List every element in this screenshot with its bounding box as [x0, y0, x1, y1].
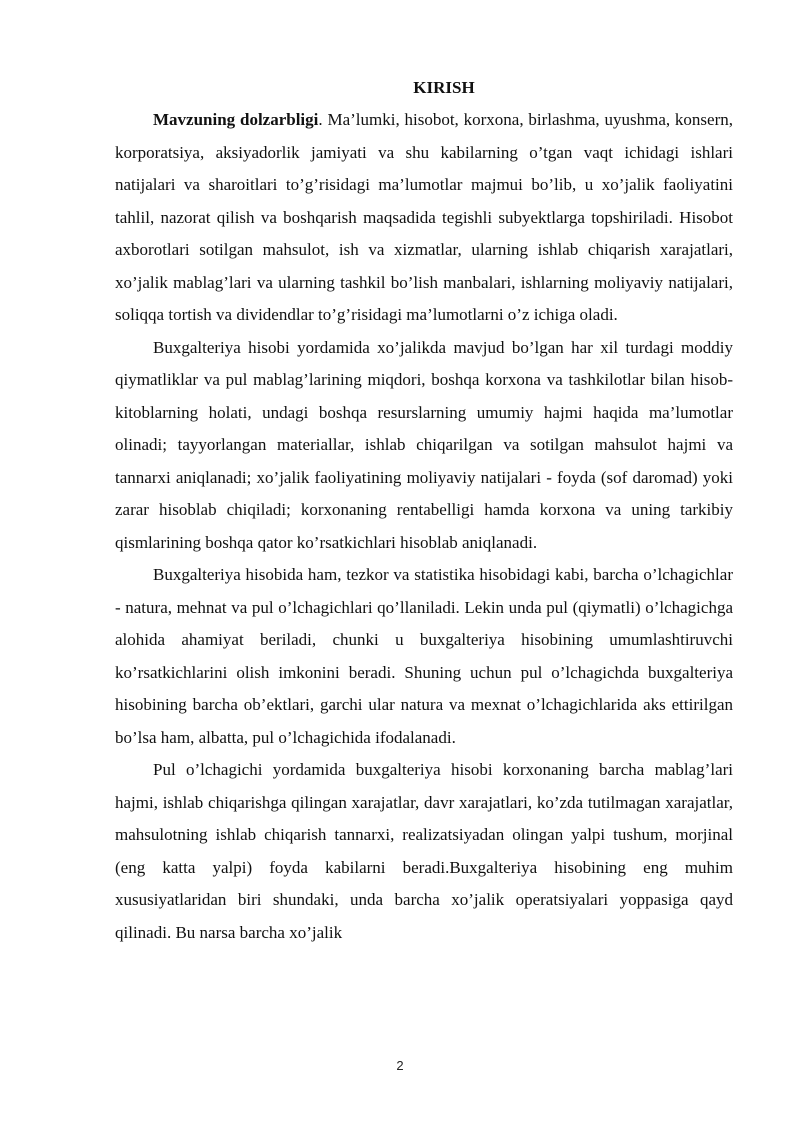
document-page [115, 72, 733, 949]
document-title: KIRISH [413, 78, 475, 97]
paragraph-money-measure: Pul o’lchagichi yordamida buxgalteriya hisobi korxonaning barcha mablag’lari hajmi, ishlab chiqarishga qilingan xarajatlar, davr xarajatlari, ko’zda tutilmagan xarajatlar, mahsulotning ishlab chiqarish tannarxi, realizatsiyadan olingan yalpi tushum, morjinal (eng katta yalpi) foyda kabilarni beradi.Buxgalteriya hisobining eng muhim xususiyatlaridan biri shundaki, unda barcha xo’jalik operatsiyalari yoppasiga qayd qilinadi. Bu narsa barcha xo’jalik [115, 760, 733, 942]
paragraph-measures: Buxgalteriya hisobida ham, tezkor va statistika hisobidagi kabi, barcha o’lchagichlar - natura, mehnat va pul o’lchagichlari qo’llaniladi. Lekin unda pul (qiymatli) o’lchagichga alohida ahamiyat beriladi, chunki u buxgalteriya hisobining umumlashtiruvchi ko’rsatkichlarini olish imkonini beradi. Shuning uchun pul o’lchagichda buxgalteriya hisobining barcha ob’ektlari, garchi ular natura va mexnat o’lchagichlarida aks ettirilgan bo’lsa ham, albatta, pul o’lchagichida ifodalanadi. [115, 565, 733, 747]
paragraph-relevance [115, 104, 733, 332]
paragraph-text: . Ma’lumki, hisobot, korxona, birlashma, uyushma, konsern, korporatsiya, aksiyadorlik jamiyati va shu kabilarning o’tgan vaqt ichidagi ishlari natijalari va sharoitlari to’g’risidagi ma’lumotlar majmui bo’lib, u xo’jalik faoliyatini tahlil, nazorat qilish va boshqarish maqsadida tegishli subyektlarga topshiriladi. Hisobot axborotlari sotilgan mahsulot, ish va xizmatlar, ularning ishlab chiqarish xarajatlari, xo’jalik mablag’lari va ularning tashkil bo’lish manbalari, ishlarning moliyaviy natijalari, soliqqa tortish va dividendlar to’g’risidagi ma’lumotlarni o’z ichiga oladi. [115, 110, 733, 324]
page-number: 2 [396, 1058, 404, 1073]
paragraph-accounting-info: Buxgalteriya hisobi yordamida xo’jalikda mavjud bo’lgan har xil turdagi moddiy qiymatliklar va pul mablag’larining miqdori, boshqa korxona va tashkilotlar bilan hisob-kitoblarning holati, undagi boshqa resurslarning umumiy hajmi haqida ma’lumotlar olinadi; tayyorlangan materiallar, ishlab chiqarilgan va sotilgan mahsulot hajmi va tannarxi aniqlanadi; xo’jalik faoliyatining moliyaviy natijalari - foyda (sof daromad) yoki zarar hisoblab chiqiladi; korxonaning rentabelligi hamda korxona va uning tarkibiy qismlarining boshqa qator ko’rsatkichlari hisoblab aniqlanadi. [115, 337, 733, 552]
paragraph-lead-heading: Mavzuning dolzarbligi [153, 110, 319, 129]
